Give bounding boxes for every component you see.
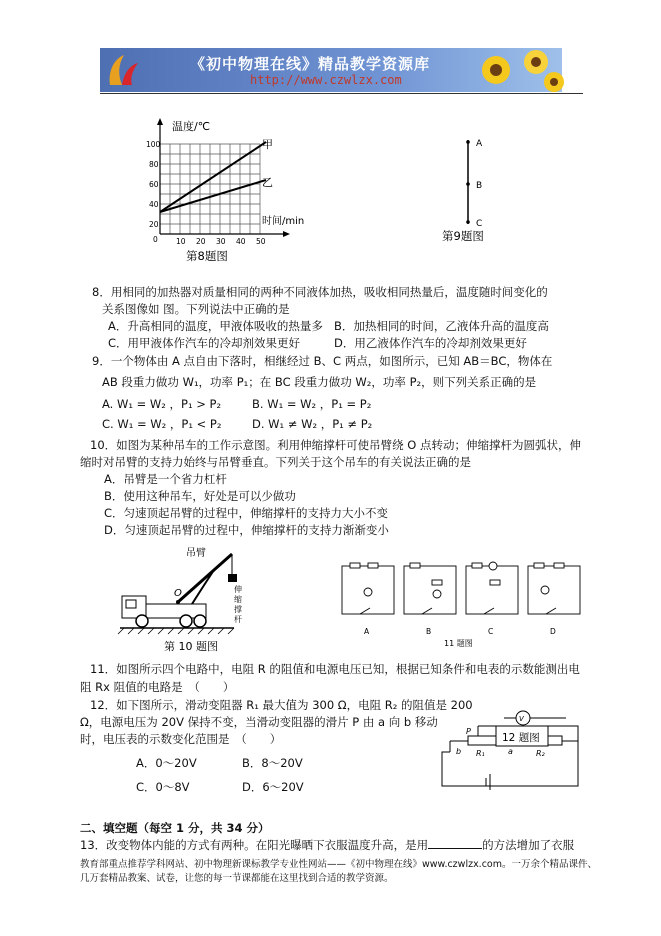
q12-option-b: B．8～20V [242, 756, 303, 770]
fig10-crane [112, 544, 242, 656]
fig11-caption: 11 题图 [444, 639, 473, 648]
fig12-caption: 12 题图 [502, 732, 540, 744]
fig10-caption: 第 10 题图 [164, 640, 218, 653]
footer-line1: 教育部重点推荐学科网站、初中物理新课标教学专业性网站——《初中物理在线》www.czwlzx.com。一万余个精品课件、 [80, 859, 597, 870]
fig8-caption: 第8题图 [186, 249, 228, 263]
fig11-label-b: B [426, 627, 432, 636]
q10-option-b: B．使用这种吊车，好处是可以少做功 [104, 489, 296, 503]
q10-option-d: D．匀速顶起吊臂的过程中，伸缩撑杆的支持力渐渐变小 [104, 523, 389, 537]
fig9-label-b: B [476, 181, 483, 191]
q13-blank[interactable] [428, 836, 482, 849]
fig10-label-arm: 吊臂 [186, 548, 206, 559]
q11-stem-line2: 阻 Rx 阻值的电路是 （ ） [80, 680, 235, 694]
q10-stem-line1: 10．如图为某种吊车的工作示意图。利用伸缩撑杆可使吊臂绕 O 点转动；伸缩撑杆为圆弧状，伸 [90, 438, 581, 452]
fig12-label-r1: R₁ [476, 749, 485, 758]
q10-option-c: C．匀速顶起吊臂的过程中，伸缩撑杆的支持力大小不变 [104, 506, 389, 520]
section-2-title: 二、填空题（每空 1 分，共 34 分） [80, 821, 270, 835]
fig11-circuits [336, 560, 582, 652]
q12-stem-line2: Ω，电源电压为 20V 保持不变，当滑动变阻器的滑片 P 由 a 向 b 移动 [80, 715, 438, 729]
q11-stem-line1: 11．如图所示四个电路中，电阻 R 的阻值和电源电压已知，根据已知条件和电表的示数能测出电 [90, 662, 580, 676]
fig10-label-rod: 撑 [234, 605, 242, 614]
fig9-diagram [438, 132, 508, 244]
sunflower-image [466, 48, 562, 92]
q9-option-a: A. W₁ = W₂ ，P₁ > P₂ [102, 397, 222, 411]
header-title: 《初中物理在线》精品教学资源库 [190, 55, 431, 73]
fig9-caption: 第9题图 [442, 229, 484, 243]
fig8-ytick: 0 [153, 235, 158, 244]
fig12-label-p: P [466, 727, 471, 736]
fig11-label-c: C [488, 627, 494, 636]
q13-text-before: 13．改变物体内能的方式有两种。在阳光曝晒下衣服温度升高，是用 [80, 838, 429, 852]
fig8-y-arrow [157, 118, 163, 125]
fig10-label-o: O [174, 588, 182, 599]
fig8-graph [146, 114, 305, 264]
q10-stem-line2: 缩时对吊臂的支持力始终与吊臂垂直。下列关于这个吊车的有关说法正确的是 [80, 455, 471, 469]
q9-option-d: D. W₁ ≠ W₂ ，P₁ ≠ P₂ [252, 417, 373, 431]
q9-option-b: B. W₁ = W₂ ，P₁ = P₂ [252, 397, 372, 411]
fig9-label-c: C [476, 219, 483, 229]
q8-option-a: A．升高相同的温度，甲液体吸收的热量多 [108, 319, 323, 333]
fig8-x-arrow [283, 231, 290, 237]
fig8-label-jia: 甲 [262, 138, 273, 151]
q13-stem [80, 836, 574, 853]
fig8-ytick: 40 [149, 200, 159, 209]
fig8-ytick: 100 [146, 140, 161, 149]
q8-option-c: C．用甲液体作汽车的冷却剂效果更好 [108, 336, 301, 350]
q8-stem-line2: 关系图像如 图。下列说法中正确的是 [102, 302, 290, 316]
q10-option-a: A．吊臂是一个省力杠杆 [104, 472, 227, 486]
fig10-label-rod: 缩 [234, 595, 242, 604]
q13-text-after: 的方法增加了衣服 [482, 838, 575, 852]
fig12-label-b: b [456, 747, 462, 756]
fig10-label-rod: 杆 [234, 615, 242, 624]
fig8-xtick: 20 [196, 237, 206, 246]
fig8-ytick: 20 [149, 220, 159, 229]
fig9-label-a: A [476, 139, 483, 149]
fig8-xtick: 40 [236, 237, 246, 246]
fig11-label-d: D [550, 627, 556, 636]
q9-stem-line2: AB 段重力做功 W₁，功率 P₁；在 BC 段重力做功 W₂，功率 P₂，则下列关系正确的是 [102, 375, 537, 389]
q9-option-c: C. W₁ = W₂ ，P₁ < P₂ [102, 417, 222, 431]
q8-stem-line1: 8．用相同的加热器对质量相同的两种不同液体加热，吸收相同热量后，温度随时间变化的 [92, 285, 548, 299]
q12-option-c: C．0～8V [136, 780, 190, 794]
fig8-ylabel: 温度/℃ [172, 120, 211, 133]
q12-option-a: A．0～20V [136, 756, 197, 770]
fig10-label-rod: 伸 [234, 585, 242, 594]
fig12-label-v: V [519, 715, 524, 723]
q12-stem-line1: 12．如下图所示，滑动变阻器 R₁ 最大值为 300 Ω，电阻 R₂ 的阻值是 200 [90, 698, 473, 712]
fig12-circuit [438, 706, 584, 796]
fig8-xtick: 10 [176, 237, 186, 246]
fig8-xlabel: 时间/min [262, 216, 305, 227]
q12-stem-line3: 时，电压表的示数变化范围是 （ ） [80, 732, 282, 746]
fig11-label-a: A [364, 627, 370, 636]
fig8-ytick: 60 [149, 180, 159, 189]
site-logo-icon [106, 51, 140, 89]
fig8-label-yi: 乙 [262, 176, 273, 189]
q9-stem-line1: 9．一个物体由 A 点自由下落时，相继经过 B、C 两点，如图所示，已知 AB＝BC，物体在 [92, 354, 553, 368]
fig8-grid [160, 144, 260, 234]
fig12-label-a: a [508, 747, 513, 756]
footer-line2: 几万套精品教案、试卷，让您的每一节课都能在这里找到合适的教学资源。 [80, 873, 394, 884]
fig12-label-r2: R₂ [536, 749, 545, 758]
fig8-xtick: 30 [216, 237, 226, 246]
q12-option-d: D．6～20V [242, 780, 304, 794]
q8-option-b: B．加热相同的时间，乙液体升高的温度高 [334, 319, 549, 333]
fig8-ytick: 80 [149, 160, 159, 169]
header-url: http://www.czwlzx.com [250, 73, 402, 87]
header-banner [100, 48, 562, 92]
fig8-xtick: 50 [256, 237, 266, 246]
header-rule [100, 93, 583, 94]
q8-option-d: D．用乙液体作汽车的冷却剂效果更好 [334, 336, 527, 350]
